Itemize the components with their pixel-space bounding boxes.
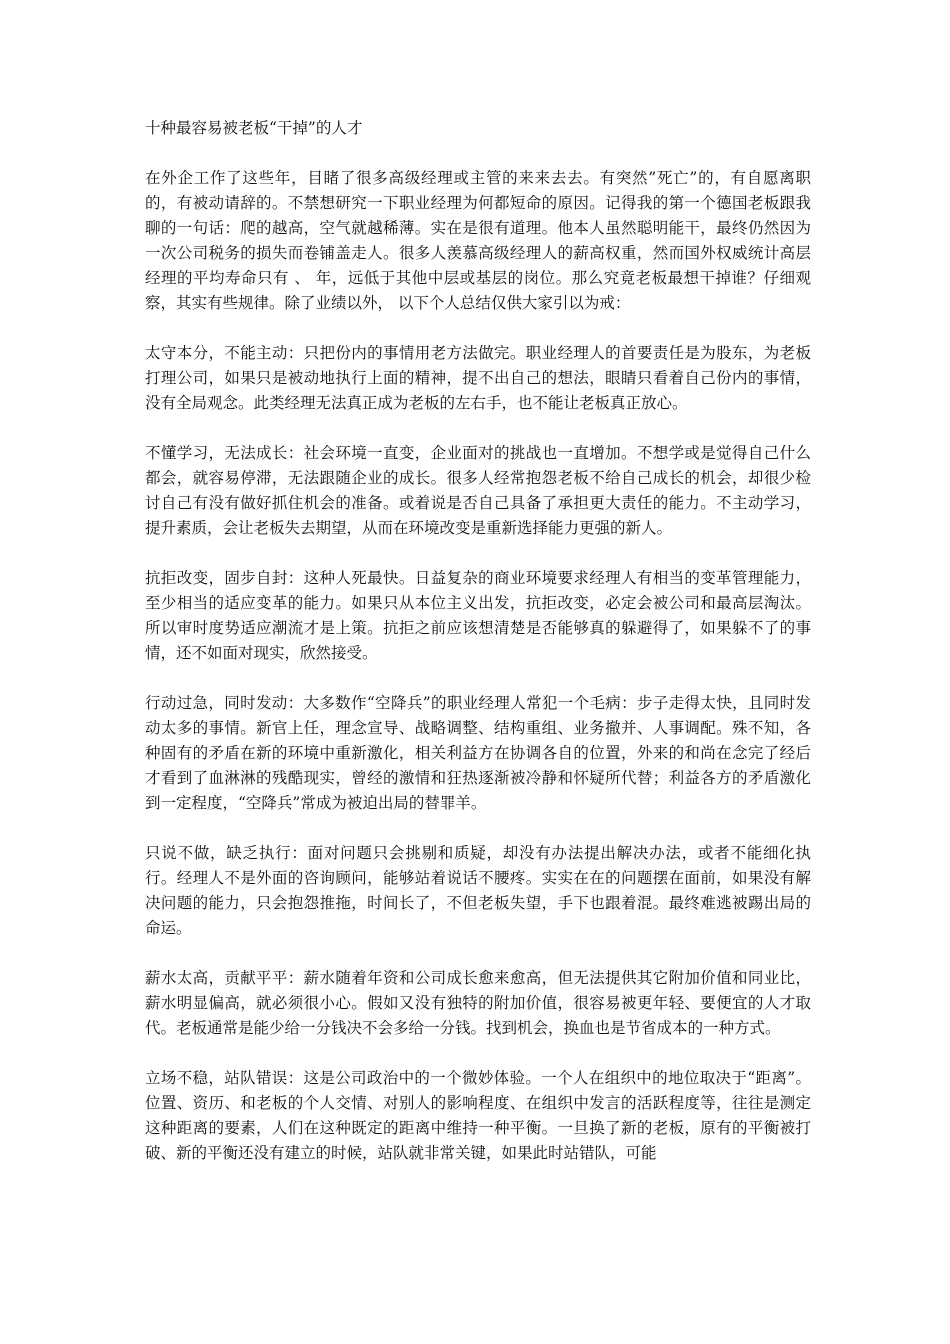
- document-title: 十种最容易被老板“干掉”的人才: [145, 119, 363, 137]
- paragraph-wrong-side: 立场不稳，站队错误：这是公司政治中的一个微妙体验。一个人在组织中的地位取决于“距离”。位置、资历、和老板的个人交情、对别人的影响程度、在组织中发言的活跃程度等，往往是测定这种距离的要素，人们在这种既定的距离中维持一种平衡。一旦换了新的老板，原有的平衡被打破、新的平衡还没有建立的时候，站队就非常关键，如果此时站错队，可能: [145, 1069, 811, 1162]
- paragraph-high-salary: 薪水太高，贡献平平：薪水随着年资和公司成长愈来愈高，但无法提供其它附加价值和同业比，薪水明显偏高，就必须很小心。假如又没有独特的附加价值，很容易被更年轻、要便宜的人才取代。老板通常是能少给一分钱决不会多给一分钱。找到机会，换血也是节省成本的一种方式。: [145, 969, 811, 1037]
- paragraph-no-learning: 不懂学习，无法成长：社会环境一直变，企业面对的挑战也一直增加。不想学或是觉得自己什么都会，就容易停滞，无法跟随企业的成长。很多人经常抱怨老板不给自己成长的机会，却很少检讨自己有没有做好抓住机会的准备。或着说是否自己具备了承担更大责任的能力。不主动学习，提升素质，会让老板失去期望，从而在环境改变是重新选择能力更强的新人。: [145, 444, 811, 537]
- paragraph-passive: 太守本分，不能主动：只把份内的事情用老方法做完。职业经理人的首要责任是为股东，为老板打理公司，如果只是被动地执行上面的精神，提不出自己的想法，眼睛只看着自己份内的事情，没有全局观念。此类经理无法真正成为老板的左右手，也不能让老板真正放心。: [145, 344, 811, 412]
- paragraph-no-execution: 只说不做，缺乏执行：面对问题只会挑剔和质疑，却没有办法提出解决办法，或者不能细化执行。经理人不是外面的咨询顾问，能够站着说话不腰疼。实实在在的问题摆在面前，如果没有解决问题的能力，只会抱怨推拖，时间长了，不但老板失望，手下也跟着混。最终难逃被踢出局的命运。: [145, 844, 811, 937]
- document-page: [145, 116, 811, 1191]
- intro-paragraph: 在外企工作了这些年，目睹了很多高级经理或主管的来来去去。有突然”死亡”的，有自愿离职的，有被动请辞的。不禁想研究一下职业经理为何都短命的原因。记得我的第一个德国老板跟我聊的一句话：爬的越高，空气就越稀薄。实在是很有道理。他本人虽然聪明能干，最终仍然因为一次公司税务的损失而卷铺盖走人。很多人羡慕高级经理人的薪高权重，然而国外权威统计高层经理的平均寿命只有 、 年，远低于其他中层或基层的岗位。那么究竟老板最想干掉谁？仔细观察，其实有些规律。除了业绩以外， 以下个人总结仅供大家引以为戒：: [145, 169, 811, 312]
- paragraph-too-hasty: 行动过急，同时发动：大多数作“空降兵”的职业经理人常犯一个毛病：步子走得太快，且同时发动太多的事情。新官上任，理念宣导、战略调整、结构重组、业务撤并、人事调配。殊不知，各种固有的矛盾在新的环境中重新激化，相关利益方在协调各自的位置，外来的和尚在念完了经后才看到了血淋淋的残酷现实，曾经的激情和狂热逐渐被冷静和怀疑所代替；利益各方的矛盾激化到一定程度，“空降兵”常成为被迫出局的替罪羊。: [145, 694, 811, 812]
- paragraph-resist-change: 抗拒改变，固步自封：这种人死最快。日益复杂的商业环境要求经理人有相当的变革管理能力，至少相当的适应变革的能力。如果只从本位主义出发，抗拒改变，必定会被公司和最高层淘汰。所以审时度势适应潮流才是上策。抗拒之前应该想清楚是否能够真的躲避得了，如果躲不了的事情，还不如面对现实，欣然接受。: [145, 569, 811, 662]
